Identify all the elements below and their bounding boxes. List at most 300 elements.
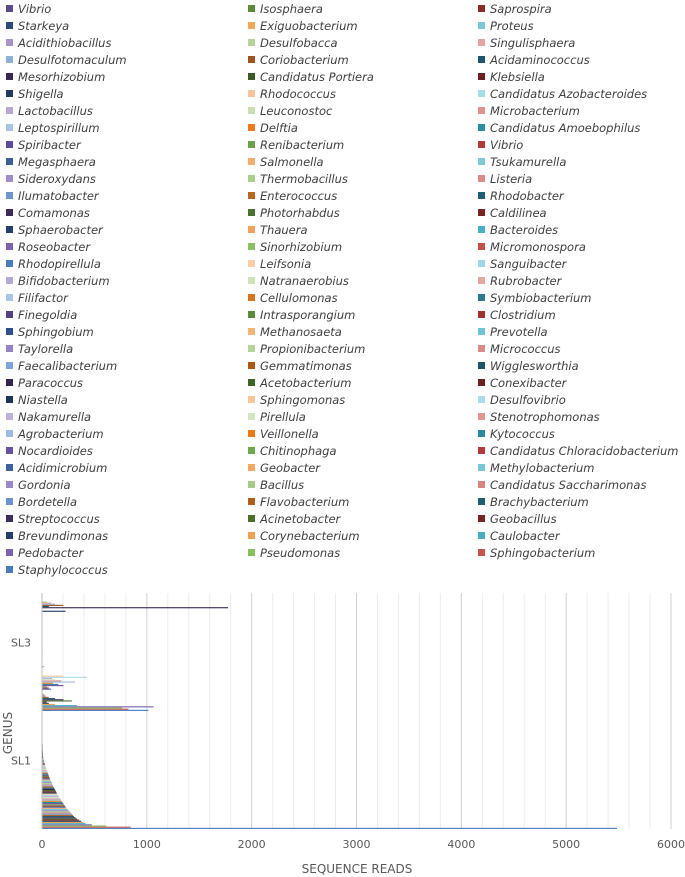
legend-item [248,238,342,255]
bar-sl3 [43,694,45,695]
legend-swatch [478,107,485,114]
legend-item [478,102,580,119]
bar-sl1 [43,809,68,810]
legend-swatch [248,243,255,250]
bar-sl1 [43,776,49,777]
legend-swatch [248,192,255,199]
legend-label: Rhodococcus [260,86,336,101]
legend-swatch [478,362,485,369]
legend-label: Faecalibacterium [18,358,118,373]
x-tick-label: 3000 [342,838,371,851]
legend-label: Veillonella [260,426,319,441]
bar-sl1 [43,811,70,812]
legend-swatch [6,56,13,63]
bar-sl1 [43,755,44,756]
bar-sl1 [43,801,62,802]
legend-swatch [6,447,13,454]
bar-sl1 [43,757,44,758]
legend-label: Candidatus Amoebophilus [490,120,641,135]
legend-swatch [248,311,255,318]
legend-swatch [478,192,485,199]
legend-label: Agrobacterium [18,426,104,441]
legend-label: Sphingobacterium [490,545,596,560]
legend-swatch [248,379,255,386]
legend-swatch [248,175,255,182]
legend-item [478,527,560,544]
bar-sl3 [43,693,44,694]
legend-label: Coriobacterium [260,52,349,67]
x-tick-label: 0 [38,838,46,851]
legend-item [248,17,358,34]
legend-item [478,323,548,340]
legend-item [478,68,545,85]
legend-swatch [248,73,255,80]
gridlines [63,593,671,829]
legend-swatch [478,379,485,386]
legend-swatch [478,515,485,522]
legend-item [248,34,338,51]
legend-label: Streptococcus [18,511,100,526]
legend-swatch [478,56,485,63]
legend-item [6,493,77,510]
legend-label: Klebsiella [490,69,545,84]
bar-sl1 [43,824,92,825]
legend-label: Filifactor [18,290,68,305]
x-tick-labels [39,838,685,851]
legend-label: Conexibacter [490,375,567,390]
legend-label: Sphaerobacter [18,222,103,237]
legend-swatch [248,396,255,403]
legend-label: Rhodopirellula [18,256,101,271]
legend-item [248,221,308,238]
bar-sl1 [43,828,617,829]
bar-sl1 [43,827,131,828]
legend-item [478,34,575,51]
legend-swatch [248,124,255,131]
legend-swatch [248,498,255,505]
legend-item [6,391,68,408]
legend-label: Pirellula [260,409,306,424]
legend-item [248,102,332,119]
legend-swatch [6,498,13,505]
legend-item [6,442,93,459]
bar-sl1 [43,784,53,785]
legend-item [248,119,298,136]
legend-label: Comamonas [18,205,90,220]
legend-swatch [6,5,13,12]
bar-sl1 [43,814,72,815]
bar-sl3 [43,666,45,667]
legend-label: Leptospirillum [18,120,100,135]
legend-item [6,221,103,238]
bar-sl3 [43,682,75,683]
legend-label: Candidatus Portiera [260,69,374,84]
bar-sl3 [43,702,47,703]
legend-label: Clostridium [490,307,556,322]
legend-item [248,408,306,425]
legend-swatch [6,22,13,29]
legend-item [6,408,91,425]
legend-label: Acidimicrobium [18,460,108,475]
legend-swatch [6,141,13,148]
legend-item [478,510,557,527]
legend-item [6,51,127,68]
legend-item [248,374,351,391]
legend-label: Singulisphaera [490,35,576,50]
legend-swatch [478,124,485,131]
legend-swatch [248,141,255,148]
bar-sl3 [43,651,44,652]
legend-label: Bordetella [18,494,78,509]
legend-item [6,527,108,544]
legend-swatch [478,345,485,352]
legend-swatch [6,209,13,216]
legend-label: Listeria [490,171,533,186]
bar-sl1 [43,796,59,797]
bar-sl3 [43,709,129,710]
legend-item [478,289,592,306]
legend-item [6,68,105,85]
legend-swatch [6,566,13,573]
legend-swatch [248,56,255,63]
bar-sl1 [43,792,57,793]
bar-sl1 [43,748,44,749]
bar-sl1 [43,810,69,811]
legend-item [248,442,337,459]
legend-swatch [248,226,255,233]
bar-sl1 [43,822,84,823]
legend-swatch [478,243,485,250]
legend-item [6,374,83,391]
legend-item [248,425,319,442]
legend-item [478,17,534,34]
legend-item [6,34,111,51]
legend-item [248,340,365,357]
legend-swatch [478,22,485,29]
legend-swatch [6,430,13,437]
legend-swatch [248,447,255,454]
bar-sl1 [43,771,48,772]
bar-sl1 [43,756,44,757]
bar-sl1 [43,777,50,778]
legend-label: Enterococcus [260,188,338,203]
legend-item [478,425,555,442]
legend-label: Leifsonia [260,256,312,271]
legend-swatch [478,90,485,97]
bar-sl1 [43,774,49,775]
legend-item [248,510,340,527]
legend-label: Caulobacter [490,528,560,543]
legend-item [478,442,679,459]
legend-swatch [478,328,485,335]
bar-sl1 [43,820,80,821]
legend-item [478,119,640,136]
bar-sl3 [43,677,87,678]
legend-swatch [478,73,485,80]
legend-label: Ilumatobacter [18,188,99,203]
bar-sl1 [43,766,46,767]
legend-swatch [6,396,13,403]
bar-sl1 [43,789,55,790]
legend-item [248,493,349,510]
bar-sl3 [43,687,49,688]
legend-label: Gemmatimonas [260,358,352,373]
x-tick-label: 5000 [552,838,581,851]
bar-sl1 [43,823,86,824]
legend-swatch [6,277,13,284]
bar-sl1 [43,746,44,747]
x-tick-label: 1000 [132,838,161,851]
legend-swatch [6,158,13,165]
legend-swatch [478,447,485,454]
legend-item [248,357,352,374]
bar-sl1 [43,815,73,816]
legend-item [478,51,590,68]
legend-label: Intrasporangium [260,307,356,322]
legend-swatch [6,73,13,80]
legend-swatch [6,311,13,318]
legend-swatch [478,549,485,556]
bar-sl3 [43,706,154,707]
legend-item [6,17,69,34]
legend-item [6,85,64,102]
bar-sl1 [43,803,64,804]
legend-item [478,493,589,510]
bar-sl1 [43,749,44,750]
bar-sl3 [43,690,44,691]
legend-item [248,170,348,187]
legend-label: Thauera [260,222,308,237]
legend-label: Symbiobacterium [490,290,592,305]
bar-sl1 [43,807,66,808]
legend-label: Methanosaeta [260,324,342,339]
legend-label: Desulfotomaculum [18,52,127,67]
legend-swatch [248,90,255,97]
bar-sl1 [43,805,65,806]
legend-label: Cellulomonas [260,290,338,305]
legend-swatch [478,39,485,46]
legend-swatch [478,430,485,437]
legend-item [248,153,324,170]
legend-label: Niastella [18,392,68,407]
legend-swatch [478,209,485,216]
legend-swatch [248,209,255,216]
legend-item [6,102,93,119]
legend-item [6,136,81,153]
legend-swatch [478,532,485,539]
legend-item [6,204,90,221]
bar-sl1 [43,781,51,782]
legend-swatch [6,532,13,539]
legend-label: Spiribacter [18,137,81,152]
bar-sl3 [43,604,56,605]
legend-label: Sinorhizobium [260,239,343,254]
bar-sl3 [43,676,64,677]
legend-label: Roseobacter [18,239,91,254]
legend-item [478,408,600,425]
legend-swatch [6,328,13,335]
legend-label: Microbacterium [490,103,580,118]
legend-label: Brevundimonas [18,528,109,543]
legend-label: Tsukamurella [490,154,567,169]
legend-item [248,272,349,289]
legend-label: Rhodobacter [490,188,564,203]
legend-item [6,510,100,527]
bar-sl3 [43,680,62,681]
legend-label: Brachybacterium [490,494,589,509]
bar-sl1 [43,791,57,792]
legend-item [6,255,101,272]
legend-swatch [248,294,255,301]
legend-swatch [478,5,485,12]
bar-sl1 [43,764,46,765]
bar-sl1 [43,816,74,817]
bar-sl3 [43,679,56,680]
legend-label: Candidatus Saccharimonas [490,477,647,492]
legend-item [6,153,96,170]
legend-label: Salmonella [260,154,324,169]
legend-item [478,544,595,561]
legend-swatch [478,481,485,488]
legend-item [478,136,523,153]
legend-label: Natranaerobius [260,273,349,288]
legend-label: Caldilinea [490,205,547,220]
legend-label: Gordonia [18,477,71,492]
legend-label: Mesorhizobium [18,69,106,84]
bar-sl1 [43,753,44,754]
bar-sl3 [43,611,66,612]
legend-item [478,238,586,255]
bar-sl1 [43,821,82,822]
legend-item [478,391,566,408]
bar-sl3 [43,607,229,608]
x-tick-label: 2000 [237,838,266,851]
legend-item [248,289,338,306]
legend-item [248,459,320,476]
legend-item [248,68,374,85]
legend-swatch [248,413,255,420]
bar-sl3 [43,700,72,701]
legend-label: Bacteroides [490,222,559,237]
bar-sl3 [43,683,53,684]
bar-sl3 [43,697,49,698]
legend-item [6,357,117,374]
bar-sl1 [43,818,78,819]
legend-item [6,289,68,306]
legend-item [6,476,71,493]
legend-swatch [478,311,485,318]
legend-item [478,340,561,357]
legend-item [6,425,104,442]
bar-sl1 [43,768,47,769]
bar-sl1 [43,745,44,746]
legend-item [248,0,323,17]
bar-sl3 [43,689,51,690]
legend-swatch [478,396,485,403]
bar-sl1 [43,769,47,770]
legend-label: Wigglesworthia [490,358,579,373]
legend-swatch [6,39,13,46]
legend-item [478,272,561,289]
bar-sl1 [43,775,49,776]
legend-item [6,272,110,289]
legend-label: Finegoldia [18,307,78,322]
legend-swatch [248,260,255,267]
legend-label: Acidaminococcus [490,52,590,67]
legend-swatch [478,141,485,148]
legend-swatch [6,413,13,420]
bar-sl3 [43,696,46,697]
legend-item [248,306,355,323]
legend-item [478,374,566,391]
legend-item [248,204,340,221]
legend-swatch [248,549,255,556]
legend-label: Kytococcus [490,426,555,441]
bar-sl3 [43,699,64,700]
bar-sl3 [43,601,47,602]
legend-swatch [478,277,485,284]
legend-label: Delftia [260,120,298,135]
legend-swatch [248,39,255,46]
bar-sl1 [43,752,44,753]
legend-swatch [248,464,255,471]
bar-sl1 [43,761,45,762]
legend-swatch [6,549,13,556]
legend-swatch [6,124,13,131]
legend-item [6,119,100,136]
legend-swatch [6,90,13,97]
legend-label: Photorhabdus [260,205,340,220]
legend-label: Proteus [490,18,534,33]
legend-label: Sanguibacter [490,256,567,271]
legend-label: Vibrio [490,137,524,152]
legend-swatch [248,22,255,29]
legend-label: Renibacterium [260,137,345,152]
legend-swatch [6,226,13,233]
legend-swatch [478,260,485,267]
legend-swatch [478,464,485,471]
y-axis-title: GENUS [1,711,15,755]
legend-item [248,85,336,102]
legend-label: Starkeya [18,18,70,33]
legend-item [6,187,99,204]
legend-label: Bacillus [260,477,305,492]
legend-item [6,340,73,357]
legend-label: Chitinophaga [260,443,337,458]
legend-swatch [6,362,13,369]
legend-swatch [6,481,13,488]
legend-swatch [478,498,485,505]
legend-label: Micromonospora [490,239,586,254]
legend-item [6,459,107,476]
bar-sl1 [43,802,63,803]
legend-swatch [478,158,485,165]
bar-sl3 [43,606,49,607]
legend-swatch [6,345,13,352]
legend-swatch [478,226,485,233]
chart-legend [6,0,685,578]
legend-label: Pseudomonas [260,545,341,560]
legend-label: Taylorella [18,341,74,356]
legend-item [248,255,311,272]
legend-label: Acinetobacter [260,511,341,526]
bar-sl3 [43,710,149,711]
bar-sl3 [43,698,56,699]
legend-item [6,306,77,323]
bar-sl1 [43,758,44,759]
bar-sl1 [43,798,61,799]
legend-item [478,357,579,374]
